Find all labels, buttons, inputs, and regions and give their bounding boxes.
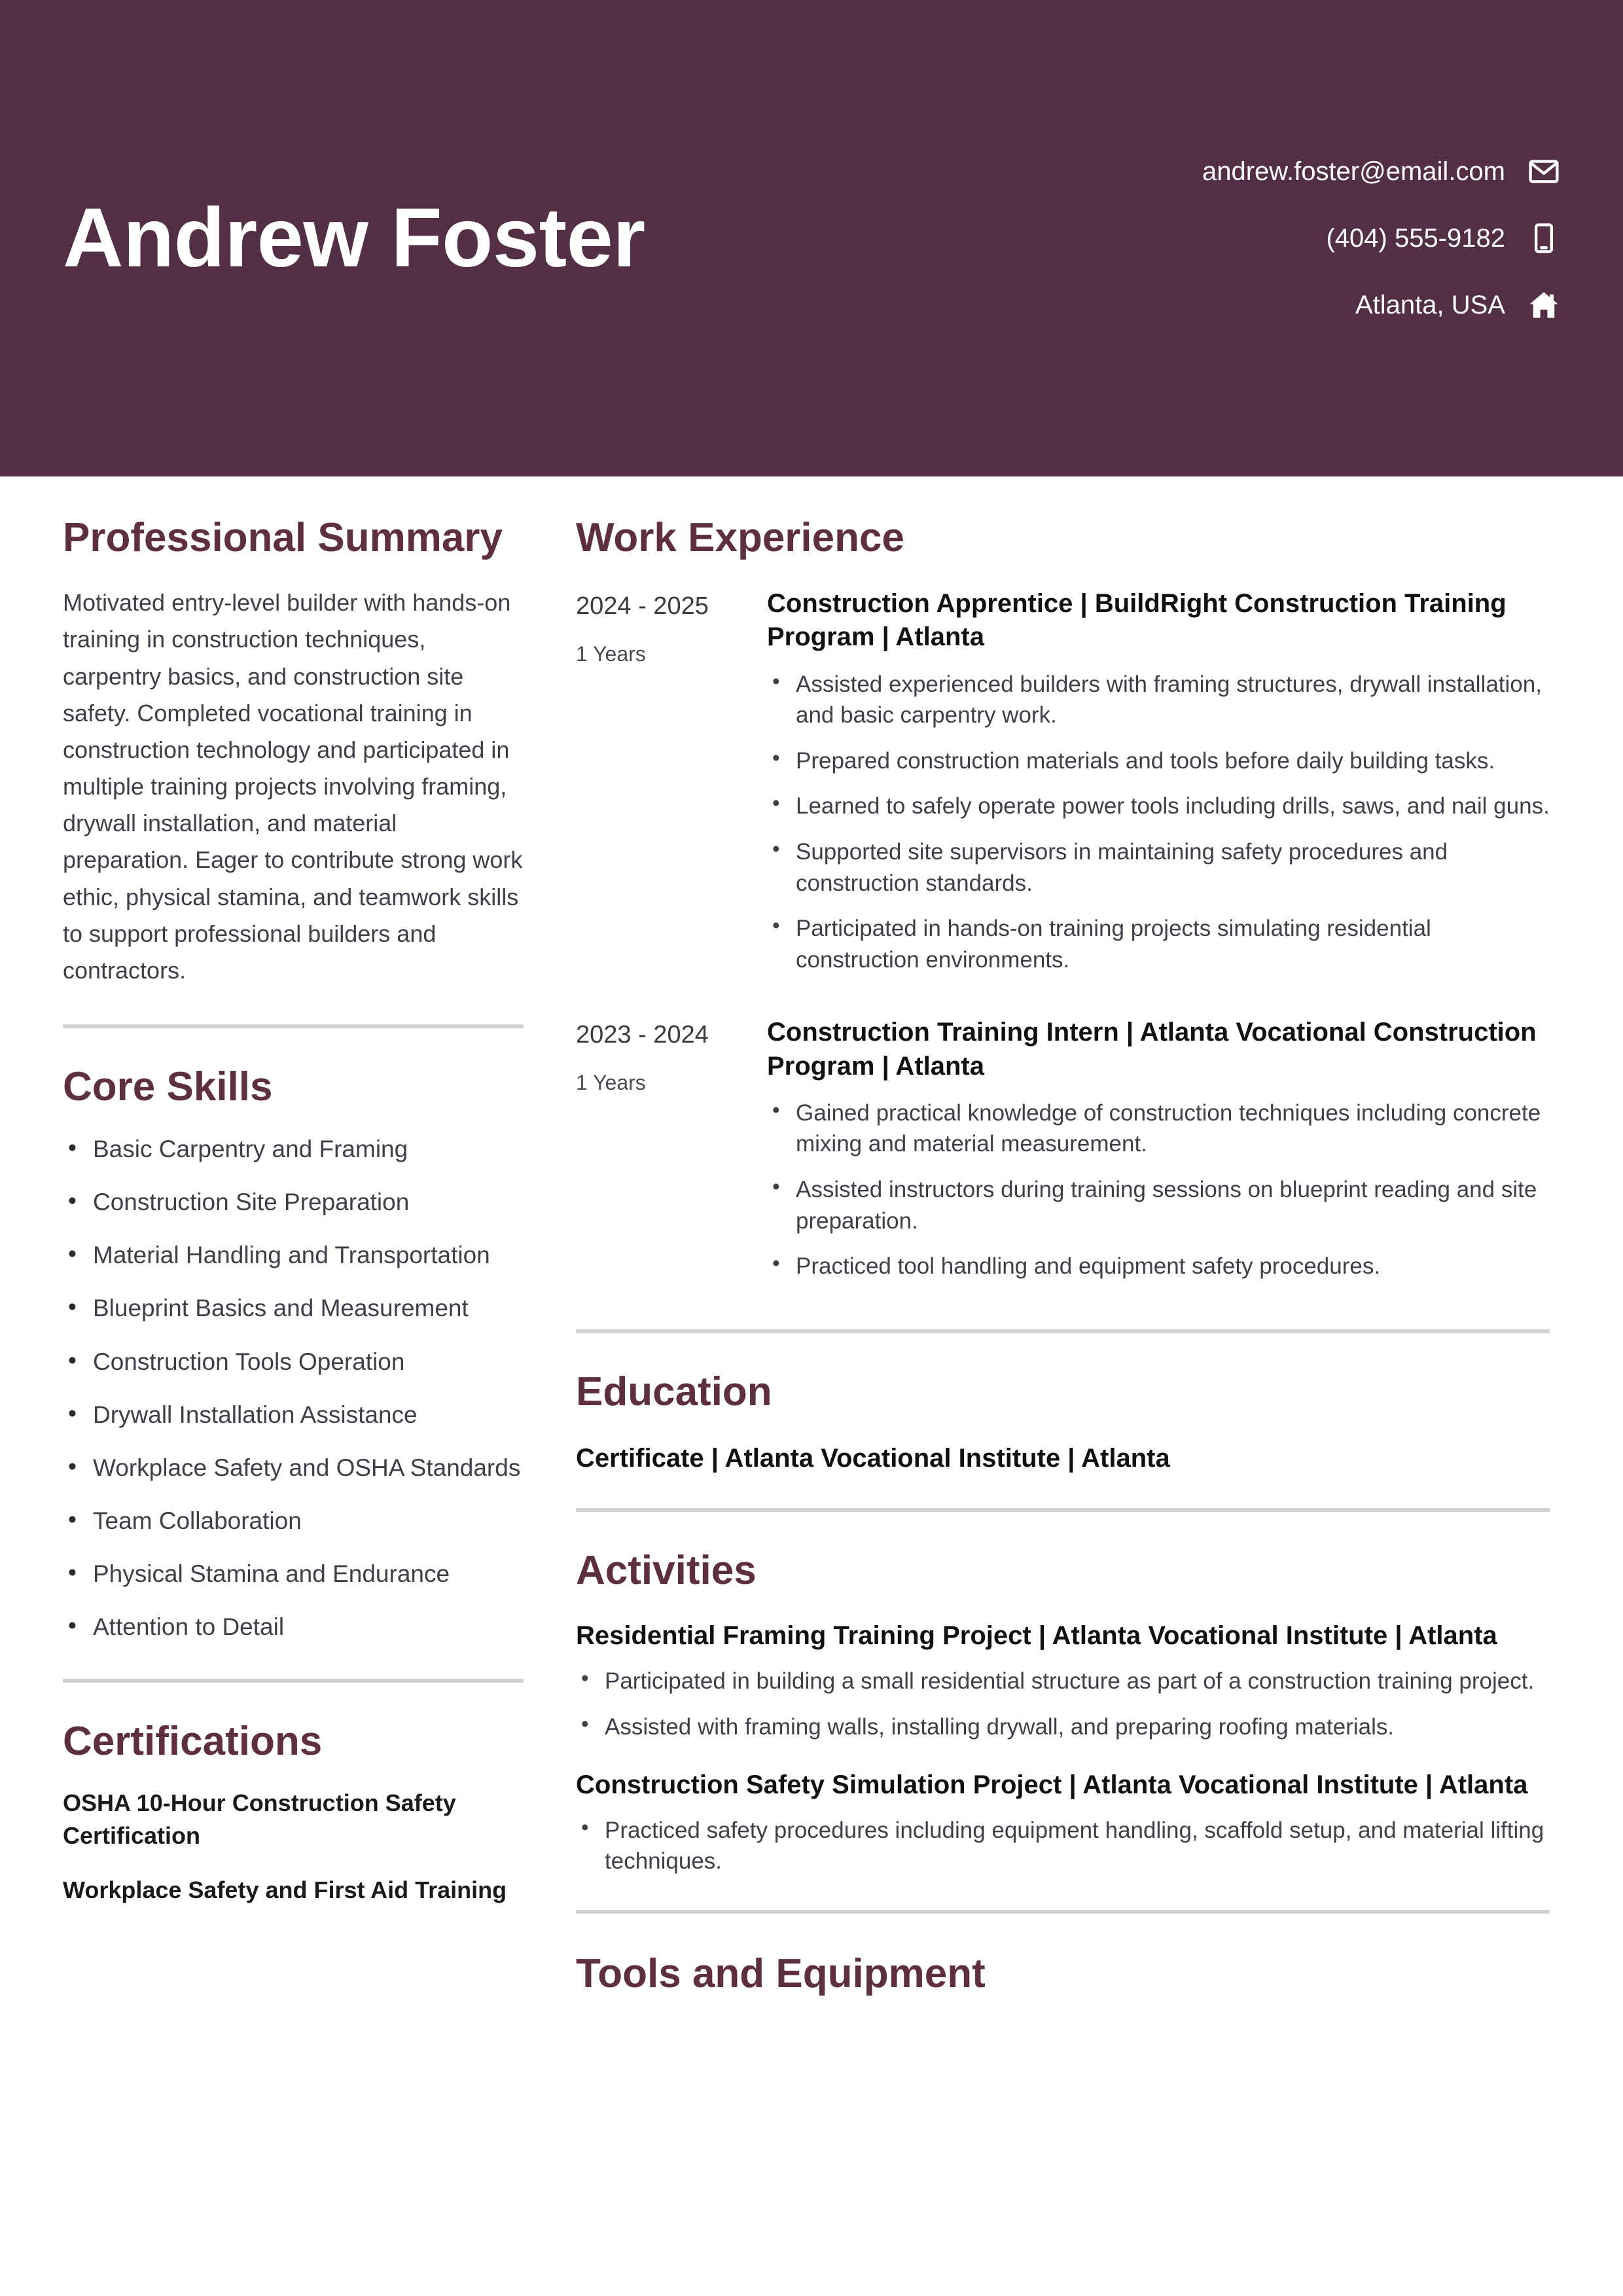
job-date-range: 2024 - 2025 xyxy=(576,592,709,620)
activities-title: Activities xyxy=(576,1548,757,1594)
mobile-phone-icon xyxy=(1527,222,1560,255)
divider xyxy=(576,1508,1550,1512)
resume-body xyxy=(0,476,1623,1997)
activity-title: Construction Safety Simulation Project | Atlanta Vocational Institute | Atlanta xyxy=(576,1770,1528,1799)
list-item: • Attention to Detail xyxy=(63,1610,524,1643)
home-icon xyxy=(1527,289,1560,321)
divider xyxy=(576,1329,1550,1333)
activity-bullet-list xyxy=(576,1815,1550,1877)
list-item: • Supported site supervisors in maintaining safety procedures and construction standards. xyxy=(767,836,1550,899)
education-title: Education xyxy=(576,1369,772,1414)
job-bullet-list xyxy=(767,669,1550,976)
section-tools-and-equipment xyxy=(576,1950,1550,1997)
tools-and-equipment-title: Tools and Equipment xyxy=(576,1950,986,1996)
list-item: • Material Handling and Transportation xyxy=(63,1238,524,1272)
activity-title: Residential Framing Training Project | Atlanta Vocational Institute | Atlanta xyxy=(576,1621,1497,1651)
list-item: • Practiced safety procedures including equipment handling, scaffold setup, and material lifting techniques. xyxy=(576,1815,1550,1877)
section-activities xyxy=(576,1547,1550,1877)
contact-info xyxy=(1202,155,1623,321)
list-item: • Assisted experienced builders with framing structures, drywall installation, and basic carpentry work. xyxy=(767,669,1550,731)
contact-location-row[interactable] xyxy=(1355,289,1560,321)
section-work-experience xyxy=(576,514,1550,1297)
professional-summary-text: Motivated entry-level builder with hands-on training in construction techniques, carpentry basics, and construction site safety. Completed vocational training in construction technology and participated in multiple training projects involving framing, drywall installation, and material preparation. Eager to contribute strong work ethic, physical stamina, and teamwork skills to support professional builders and contractors. xyxy=(63,589,523,984)
list-item: • Physical Stamina and Endurance xyxy=(63,1557,524,1590)
job-date-column xyxy=(576,1016,767,1096)
certifications-title: Certifications xyxy=(63,1718,323,1764)
education-entry: Certificate | Atlanta Vocational Institute | Atlanta xyxy=(576,1444,1170,1473)
list-item: • Blueprint Basics and Measurement xyxy=(63,1291,524,1325)
list-item: • Prepared construction materials and tools before daily building tasks. xyxy=(767,745,1550,777)
list-item: • Workplace Safety and OSHA Standards xyxy=(63,1451,524,1484)
work-experience-entry xyxy=(576,587,1550,990)
section-education xyxy=(576,1369,1550,1475)
list-item: • Construction Tools Operation xyxy=(63,1345,524,1378)
divider xyxy=(63,1024,524,1028)
job-detail-column xyxy=(767,1016,1550,1296)
list-item: • Learned to safely operate power tools including drills, saws, and nail guns. xyxy=(767,791,1550,822)
candidate-name: Andrew Foster xyxy=(63,190,645,285)
list-item: • Practiced tool handling and equipment safety procedures. xyxy=(767,1251,1550,1282)
list-item: • Basic Carpentry and Framing xyxy=(63,1132,524,1166)
contact-phone-text: (404) 555-9182 xyxy=(1326,224,1505,253)
divider xyxy=(576,1910,1550,1914)
job-date-column xyxy=(576,587,767,667)
certification-item: Workplace Safety and First Aid Training xyxy=(63,1876,507,1904)
certification-item: OSHA 10-Hour Construction Safety Certification xyxy=(63,1789,456,1849)
activity-bullet-list xyxy=(576,1666,1550,1742)
job-title: Construction Training Intern | Atlanta Vocational Construction Program | Atlanta xyxy=(767,1018,1537,1081)
work-experience-title: Work Experience xyxy=(576,515,904,560)
job-bullet-list xyxy=(767,1098,1550,1282)
resume-header xyxy=(0,0,1623,476)
core-skills-title: Core Skills xyxy=(63,1064,273,1110)
section-certifications xyxy=(63,1718,524,1907)
list-item: • Construction Site Preparation xyxy=(63,1185,524,1219)
job-duration: 1 Years xyxy=(576,1070,646,1094)
list-item: • Participated in building a small residential structure as part of a construction training project. xyxy=(576,1666,1550,1697)
contact-email-text: andrew.foster@email.com xyxy=(1202,157,1505,186)
list-item: • Gained practical knowledge of construction techniques including concrete mixing and material measurement. xyxy=(767,1098,1550,1160)
contact-location-text: Atlanta, USA xyxy=(1355,291,1505,319)
section-professional-summary xyxy=(63,514,524,989)
activity-entry xyxy=(576,1768,1550,1877)
left-column xyxy=(0,514,550,1907)
job-date-range: 2023 - 2024 xyxy=(576,1021,709,1049)
list-item: • Assisted instructors during training sessions on blueprint reading and site preparation. xyxy=(767,1174,1550,1236)
job-title: Construction Apprentice | BuildRight Construction Training Program | Atlanta xyxy=(767,589,1507,652)
section-core-skills xyxy=(63,1064,524,1643)
envelope-icon xyxy=(1527,155,1560,188)
list-item: • Participated in hands-on training projects simulating residential construction environments. xyxy=(767,913,1550,975)
contact-phone-row[interactable] xyxy=(1326,222,1560,255)
list-item: • Drywall Installation Assistance xyxy=(63,1398,524,1431)
list-item: • Team Collaboration xyxy=(63,1504,524,1537)
divider xyxy=(63,1679,524,1683)
job-detail-column xyxy=(767,587,1550,990)
contact-email-row[interactable] xyxy=(1202,155,1560,188)
activity-entry xyxy=(576,1619,1550,1742)
right-column xyxy=(550,514,1623,1997)
core-skills-list xyxy=(63,1132,524,1643)
list-item: • Assisted with framing walls, installing drywall, and preparing roofing materials. xyxy=(576,1712,1550,1743)
professional-summary-title: Professional Summary xyxy=(63,515,503,560)
work-experience-entry xyxy=(576,1016,1550,1296)
job-duration: 1 Years xyxy=(576,641,646,666)
